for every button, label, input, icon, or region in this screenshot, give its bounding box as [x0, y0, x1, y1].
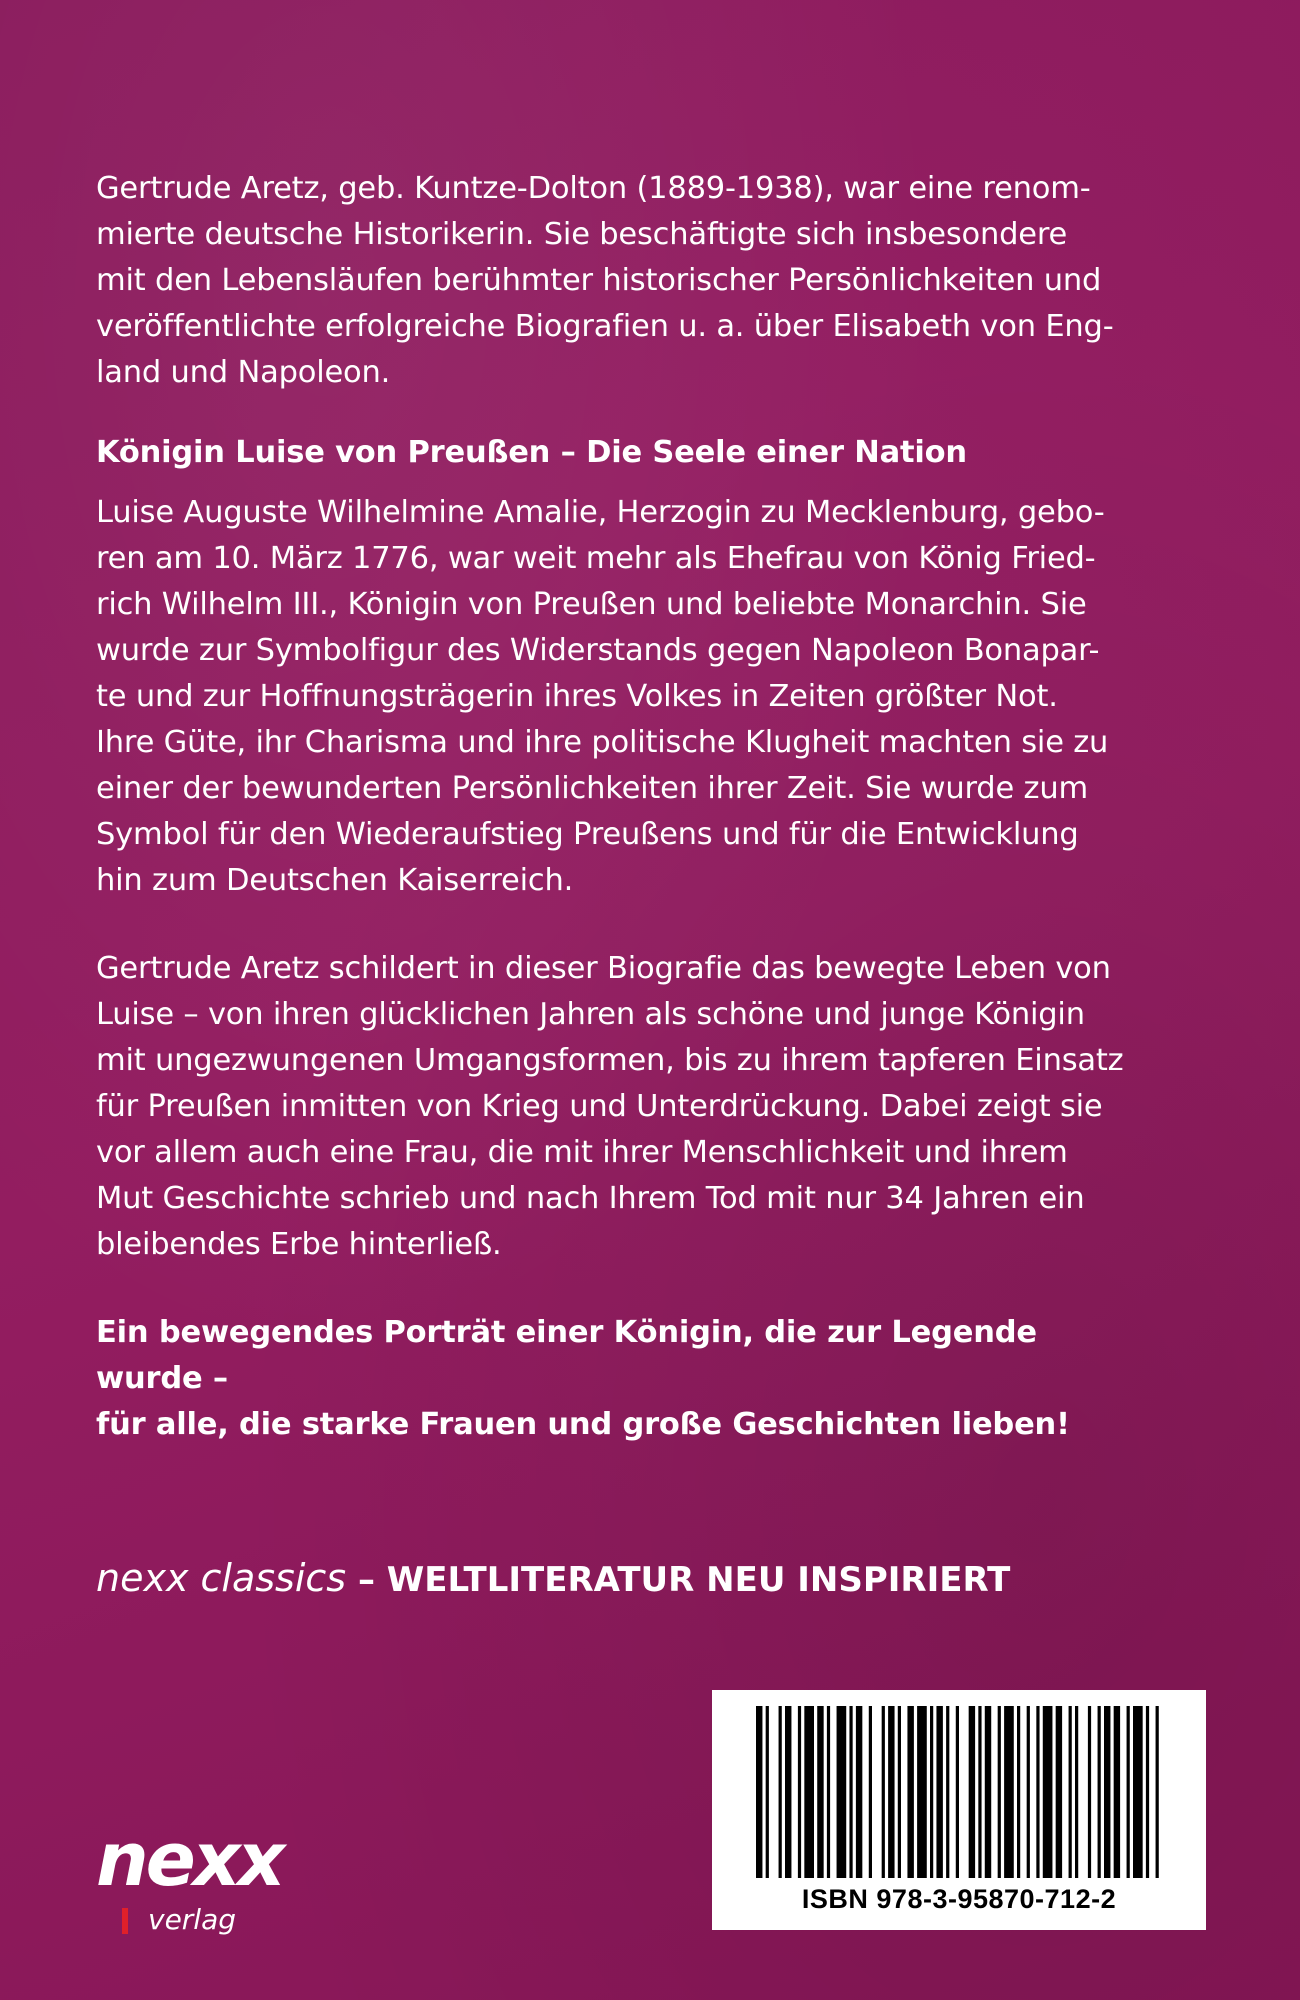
- story-line: bleibendes Erbe hinterließ.: [96, 1227, 502, 1262]
- barcode-bar: [978, 1706, 981, 1878]
- tagline-line: für alle, die starke Frauen und große Geschichten lieben!: [96, 1407, 1070, 1442]
- barcode-bar: [1056, 1706, 1062, 1878]
- description-line: rich Wilhelm III., Königin von Preußen und beliebte Monarchin. Sie: [96, 587, 1087, 622]
- barcode-bar: [1098, 1706, 1101, 1878]
- book-story: [96, 946, 1146, 1268]
- description-line: wurde zur Symbolfigur des Widerstands gegen Napoleon Bonapar-: [96, 633, 1100, 668]
- barcode-bar: [917, 1706, 927, 1878]
- author-bio-line: mierte deutsche Historikerin. Sie beschäftigte sich insbesondere: [96, 217, 1068, 252]
- barcode-bar: [785, 1706, 791, 1878]
- barcode-bar: [1114, 1706, 1120, 1878]
- story-line: Gertrude Aretz schildert in dieser Biografie das bewegte Leben von: [96, 951, 1111, 986]
- barcode-bar: [1075, 1706, 1078, 1878]
- series-name: nexx classics: [96, 1556, 347, 1600]
- barcode-bar: [849, 1706, 852, 1878]
- author-bio-line: mit den Lebensläufen berühmter historischer Persönlichkeiten und: [96, 263, 1102, 298]
- barcode-bar: [837, 1706, 847, 1878]
- barcode-bar: [956, 1706, 959, 1878]
- description-line: hin zum Deutschen Kaiserreich.: [96, 863, 574, 898]
- story-line: mit ungezwungenen Umgangsformen, bis zu ihrem tapferen Einsatz: [96, 1043, 1124, 1078]
- publisher-logo-word: nexx: [96, 1817, 283, 1903]
- barcode-bar: [1127, 1706, 1130, 1878]
- description-line: einer der bewunderten Persönlichkeiten ihrer Zeit. Sie wurde zum: [96, 771, 1088, 806]
- publisher-logo-accent: [122, 1908, 128, 1934]
- blurb-text: [96, 166, 1146, 1448]
- series-line: [96, 1553, 1146, 1605]
- tagline-line: Ein bewegendes Porträt einer Königin, die zur Legende wurde –: [96, 1315, 1037, 1396]
- barcode-bar: [1088, 1706, 1091, 1878]
- barcode-bar: [946, 1706, 949, 1878]
- story-line: Luise – von ihren glücklichen Jahren als schöne und junge Königin: [96, 997, 1085, 1032]
- barcode-bar: [817, 1706, 823, 1878]
- book-description: [96, 490, 1146, 904]
- description-line: ren am 10. März 1776, war weit mehr als Ehefrau von König Fried-: [96, 541, 1096, 576]
- barcode-bar: [998, 1706, 1001, 1878]
- barcode-bar: [985, 1706, 991, 1878]
- barcode-bar: [898, 1706, 901, 1878]
- series-slogan: – WELTLITERATUR NEU INSPIRIERT: [346, 1560, 1011, 1600]
- story-line: vor allem auch eine Frau, die mit ihrer Menschlichkeit und ihrem: [96, 1135, 1068, 1170]
- barcode-bar: [869, 1706, 872, 1878]
- barcode-bar: [779, 1706, 782, 1878]
- story-line: für Preußen inmitten von Krieg und Unterdrückung. Dabei zeigt sie: [96, 1089, 1103, 1124]
- barcode-bar: [1027, 1706, 1030, 1878]
- barcode-bar: [936, 1706, 942, 1878]
- publisher-logo-sub: verlag: [148, 1903, 237, 1936]
- description-line: Luise Auguste Wilhelmine Amalie, Herzogin zu Mecklenburg, gebo-: [96, 495, 1105, 530]
- barcode-bar: [1043, 1706, 1053, 1878]
- author-bio: [96, 166, 1146, 396]
- barcode-bar: [888, 1706, 894, 1878]
- barcode-bars: [756, 1706, 1162, 1878]
- book-heading: Königin Luise von Preußen – Die Seele einer Nation: [96, 435, 967, 470]
- barcode-bar: [798, 1706, 801, 1878]
- isbn-text: ISBN 978-3-95870-712-2: [801, 1884, 1117, 1914]
- barcode-bar: [756, 1706, 762, 1878]
- barcode-bar: [930, 1706, 933, 1878]
- description-line: te und zur Hoffnungsträgerin ihres Volkes in Zeiten größter Not.: [96, 679, 1058, 714]
- barcode-bar: [804, 1706, 814, 1878]
- barcode-bar: [766, 1706, 769, 1878]
- story-line: Mut Geschichte schrieb und nach Ihrem Tod mit nur 34 Jahren ein: [96, 1181, 1085, 1216]
- tagline: [96, 1310, 1146, 1448]
- barcode-bar: [1156, 1706, 1159, 1878]
- barcode-bar: [969, 1706, 975, 1878]
- barcode-bar: [1036, 1706, 1039, 1878]
- author-bio-line: Gertrude Aretz, geb. Kuntze-Dolton (1889-1938), war eine renom-: [96, 171, 1091, 206]
- publisher-logo: [96, 1817, 326, 1940]
- author-bio-line: veröffentlichte erfolgreiche Biografien u. a. über Elisabeth von Eng-: [96, 309, 1114, 344]
- barcode-bar: [1004, 1706, 1014, 1878]
- barcode-bar: [1146, 1706, 1149, 1878]
- barcode-bar: [1104, 1706, 1110, 1878]
- barcode-bar: [882, 1706, 885, 1878]
- barcode-bar: [1017, 1706, 1020, 1878]
- barcode-bar: [1069, 1706, 1072, 1878]
- description-line: Symbol für den Wiederaufstieg Preußens und für die Entwicklung: [96, 817, 1079, 852]
- barcode-bar: [1133, 1706, 1143, 1878]
- description-line: Ihre Güte, ihr Charisma und ihre politische Klugheit machten sie zu: [96, 725, 1109, 760]
- barcode-bar: [827, 1706, 830, 1878]
- author-bio-line: land und Napoleon.: [96, 355, 391, 390]
- barcode-bar: [907, 1706, 913, 1878]
- barcode: [712, 1690, 1206, 1930]
- barcode-bar: [856, 1706, 862, 1878]
